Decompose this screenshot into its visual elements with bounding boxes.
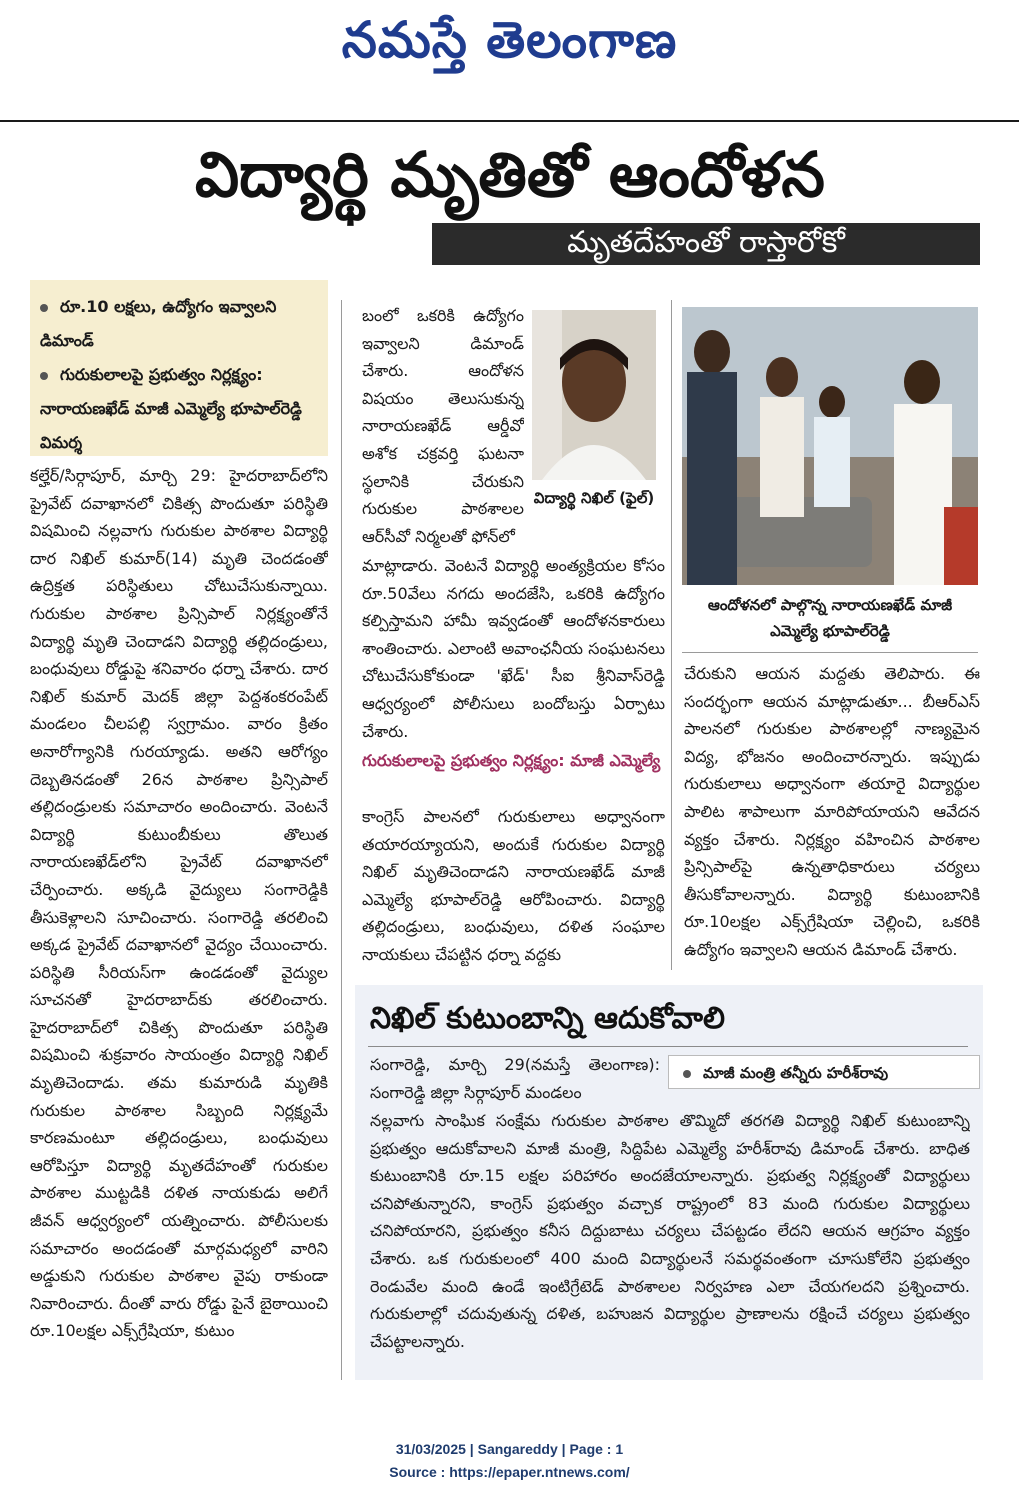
article-column-2-bottom: కాంగ్రెస్ పాలనలో గురుకులాలు అధ్వానంగా తయారయ్యాయని, అందుకే గురుకుల విద్యార్థి నిఖిల్ మృతిచెందాడని నారాయణఖేడ్ మాజీ ఎమ్మెల్యే భూపాల్‌రెడ్డి ఆరోపించారు. విద్యార్థి తల్లిదండ్రులు, బంధువులు, దళిత సంఘాల నాయకులు చేపట్టిన ధర్నా వద్దకు [362,807,665,964]
column-divider [341,300,342,1380]
headline: విద్యార్థి మృతితో ఆందోళన [195,138,825,211]
student-photo-illustration [532,310,656,480]
bullet-icon [40,372,48,380]
footer-date-line: 31/03/2025 | Sangareddy | Page : 1 [395,1441,624,1457]
article-column-3: చేరుకుని ఆయన మద్దతు తెలిపారు. ఈ సందర్భంగా ఆయన మాట్లాడుతూ... బీఆర్‌ఎస్ పాలనలో గురుకుల పాఠశాలల్లో నాణ్యమైన విద్య, భోజనం అందించారన్నారు. ఇప్పుడు గురుకులాలు అధ్వానంగా తయారై విద్యార్థుల పాలిట శాపాలుగా మారిపోయాయని ఆవేదన వ్యక్తం చేశారు. నిర్లక్ష్యం వహించిన పాఠశాల ప్రిన్సిపాల్‌పై ఉన్నతాధికారులు చర్యలు తీసుకోవాలన్నారు. విద్యార్థి కుటుంబానికి రూ.10లక్షల ఎక్స్‌గ్రేషియా చెల్లించి, ఒకరికి ఉద్యోగం ఇవ్వాలని ఆయన డిమాండ్ చేశారు. [684,664,980,959]
article-column-2: మాట్లాడారు. వెంటనే విద్యార్థి అంత్యక్రియల కోసం రూ.50వేలు నగదు అందజేసి, ఒకరికి ఉద్యోగం కల్పిస్తామని హామీ ఇవ్వడంతో ఆందోళనకారులు శాంతించారు. ఎలాంటి అవాంఛనీయ సంఘటనలు చోటుచేసుకోకుండా 'ఖేడ్' సీఐ శ్రీనివాస్‌రెడ్డి ఆధ్వర్యంలో పోలీసులు బందోబస్తు ఏర్పాటు చేశారు. [362,556,665,741]
highlight-item: గురుకులాలపై ప్రభుత్వం నిర్లక్ష్యం: నారాయణఖేడ్ మాజీ ఎమ్మెల్యే భూపాల్‌రెడ్డి విమర్శ [40,365,302,452]
bullet-icon [40,304,48,312]
caption-rule [682,652,978,653]
sidebar-story-title: నిఖిల్ కుటుంబాన్ని ఆదుకోవాలి [370,1001,725,1036]
sidebar-story-rule [368,1046,968,1047]
section-subheading: గురుకులాలపై ప్రభుత్వం నిర్లక్ష్యం: మాజీ ఎమ్మెల్యే [362,751,661,770]
bullet-icon [683,1070,691,1078]
highlight-item: రూ.10 లక్షలు, ఉద్యోగం ఇవ్వాలని డిమాండ్ [40,297,277,350]
minister-tag: మాజీ మంత్రి తన్నీరు హరీశ్‌రావు [668,1055,980,1089]
student-photo-caption: విద్యార్థి నిఖిల్ (ఫైల్) [533,489,655,507]
protest-photo [682,307,978,585]
article-column-1: కల్హేర్/సిర్గాపూర్, మార్చి 29: హైదరాబాద్‌లోని ప్రైవేట్ దవాఖానలో చికిత్స పొందుతూ పరిస్థితి విషమించి నల్లవాగు గురుకుల పాఠశాల విద్యార్థి దార నిఖిల్ కుమార్(14) మృతి చెందడంతో ఉద్రిక్తత పరిస్థితులు చోటుచేసుకున్నాయి. గురుకుల పాఠశాల ప్రిన్సిపాల్ నిర్లక్ష్యంతోనే విద్యార్థి మృతి చెందాడని విద్యార్థి తల్లిదండ్రులు, బంధువులు రోడ్డుపై శనివారం ధర్నా చేశారు. దార నిఖిల్ కుమార్ మెదక్ జిల్లా పెద్దశంకరంపేట్ మండలం చీలపల్లి స్వగ్రామం. వారం క్రితం అనారోగ్యానికి గురయ్యాడు. అతని ఆరోగ్యం దెబ్బతినడంతో 26న పాఠశాల ప్రిన్సిపాల్ తల్లిదండ్రులకు సమాచారం అందించారు. వెంటనే విద్యార్థి కుటుంబీకులు తొలుత నారాయణఖేడ్‌లోని ప్రైవేట్ దవాఖానలో చేర్పించారు. అక్కడి వైద్యులు సంగారెడ్డికి తీసుకెళ్లాలని సూచించారు. సంగారెడ్డి తరలించి అక్కడ ప్రైవేట్ దవాఖానలో వైద్యం చేయించారు. పరిస్థితి సీరియస్‌గా ఉండడంతో వైద్యుల సూచనతో హైదరాబాద్‌కు తరలించారు. హైదరాబాద్‌లో చికిత్స పొందుతూ పరిస్థితి విషమించి శుక్రవారం సాయంత్రం విద్యార్థి నిఖిల్ మృతిచెందాడు. తమ కుమారుడి మృతికి గురుకుల పాఠశాల సిబ్బంది నిర్లక్ష్యమే కారణమంటూ తల్లిదండ్రులు, బంధువులు ఆరోపిస్తూ విద్యార్థి మృతదేహంతో గురుకుల పాఠశాల ముట్టడికి దళిత నాయకుడు అలిగే జీవన్ ఆధ్వర్యంలో యత్నించారు. పోలీసులకు సమాచారం అందడంతో మార్గమధ్యలో వారిని అడ్డుకుని గురుకుల పాఠశాల వైపు రాకుండా నివారించారు. దీంతో వారు రోడ్డు పైనే బైఠాయించి రూ.10లక్షల ఎక్స్‌గ్రేషియా, కుటుం [30,466,328,1341]
sidebar-story-body: నల్లవాగు సాంఘిక సంక్షేమ గురుకుల పాఠశాల తొమ్మిదో తరగతి విద్యార్థి నిఖిల్ కుటుంబాన్ని ప్రభుత్వం ఆదుకోవాలని మాజీ మంత్రి, సిద్దిపేట ఎమ్మెల్యే హరీశ్‌రావు డిమాండ్ చేశారు. బాధిత కుటుంబానికి రూ.15 లక్షల పరిహారం అందజేయాలన్నారు. ప్రభుత్వ నిర్లక్ష్యంతో విద్యార్థులు చనిపోతున్నారని, కాంగ్రెస్ ప్రభుత్వం వచ్చాక రాష్ట్రంలో 83 మంది గురుకుల విద్యార్థులు చనిపోయారని, ప్రభుత్వం కనీస దిద్దుబాటు చర్యలు చేపట్టడం లేదని ఆయన ఆగ్రహం వ్యక్తం చేశారు. ఒక గురుకులంలో 400 మంది విద్యార్థులనే సమర్థవంతంగా చూసుకోలేని ప్రభుత్వం రెండువేల మంది ఉండే ఇంటిగ్రేటెడ్ పాఠశాలల నిర్వహణ ఎలా చేయగలదని ప్రశ్నించారు. గురుకులాల్లో చదువుతున్న దళిత, బహుజన విద్యార్థుల ప్రాణాలను రక్షించే చర్యలు ప్రభుత్వం చేపట్టాలన్నారు. [370,1111,970,1351]
footer-source-line: Source : https://epaper.ntnews.com/ [389,1464,630,1480]
column-divider [671,300,672,970]
article-column-2-top: బంలో ఒకరికి ఉద్యోగం ఇవ్వాలని డిమాండ్ చేశారు. ఆందోళన విషయం తెలుసుకున్న నారాయణఖేడ్ ఆర్డీవో అశోక చక్రవర్తి ఘటనా స్థలానికి చేరుకుని గురుకుల పాఠశాలల ఆర్‌సీవో నిర్మలతో ఫోన్‌లో [362,306,524,546]
protest-photo-caption: ఆందోళనలో పాల్గొన్న నారాయణఖేడ్ మాజీ ఎమ్మెల్యే భూపాల్‌రెడ్డి [707,596,953,640]
student-photo [532,310,656,480]
protest-photo-illustration [682,307,978,585]
subheadline: మృతదేహంతో రాస్తారోకో [567,225,845,260]
masthead-rule [0,120,1019,122]
sidebar-story-dateline: సంగారెడ్డి, మార్చి 29(నమస్తే తెలంగాణ): సంగారెడ్డి జిల్లా సిర్గాపూర్ మండలం [370,1055,660,1102]
masthead-logo: నమస్తే తెలంగాణ [341,10,678,69]
